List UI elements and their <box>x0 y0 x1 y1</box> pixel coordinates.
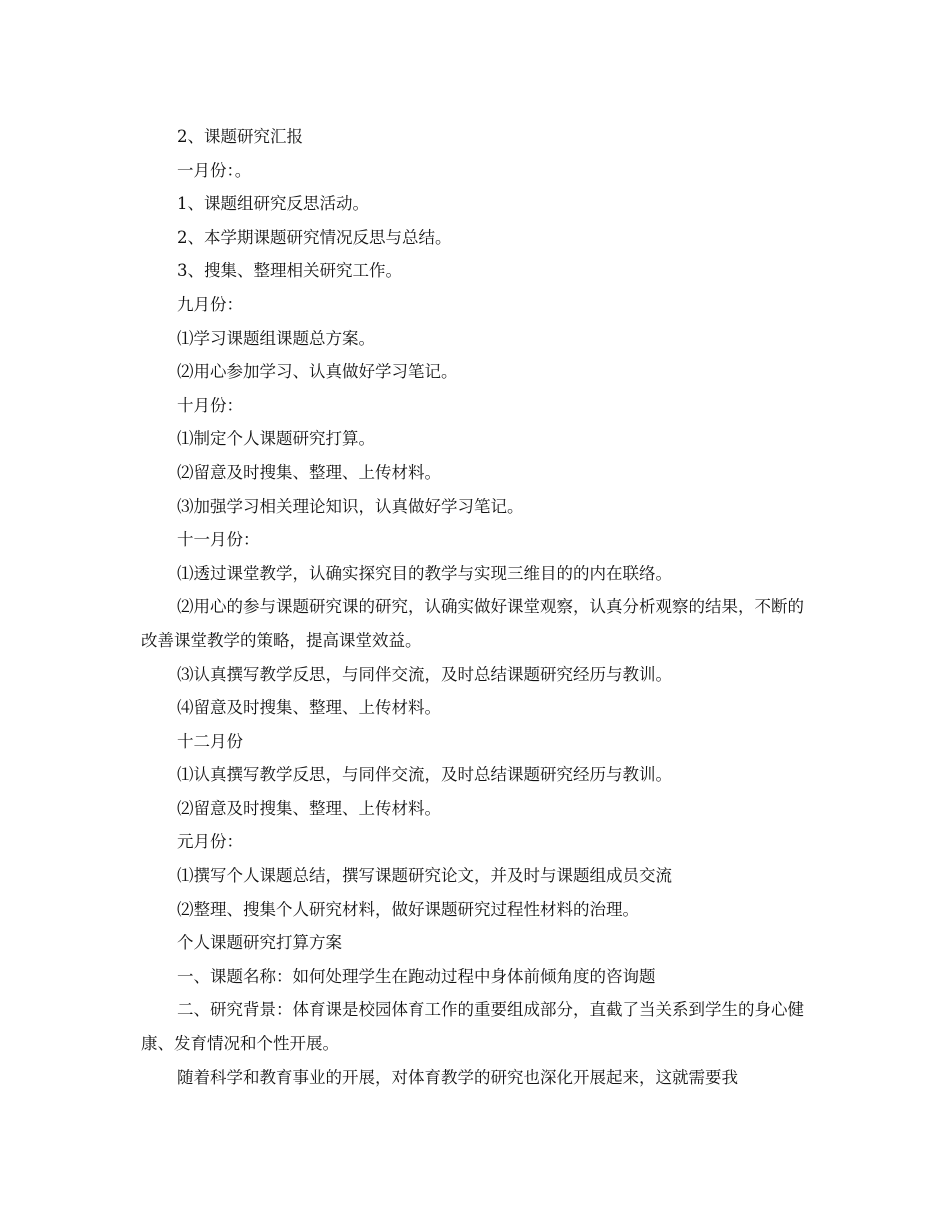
paragraph: 一、课题名称：如何处理学生在跑动过程中身体前倾角度的咨询题 <box>177 966 656 986</box>
paragraph: ⑴学习课题组课题总方案。 <box>177 328 375 348</box>
paragraph: 九月份： <box>177 294 243 314</box>
paragraph: ⑶认真撰写教学反思，与同伴交流，及时总结课题研究经历与教训。 <box>177 664 672 684</box>
document-body <box>141 120 813 1094</box>
paragraph: 十一月份： <box>177 530 260 550</box>
paragraph: 2、本学期课题研究情况反思与总结。 <box>177 227 452 247</box>
paragraph: ⑴制定个人课题研究打算。 <box>177 429 375 449</box>
paragraph: ⑷留意及时搜集、整理、上传材料。 <box>177 698 441 718</box>
paragraph: 二、研究背景：体育课是校园体育工作的重要组成部分，直截了当关系到学生的身心健康、发育情况和个性开展。 <box>141 1000 804 1054</box>
paragraph: ⑴撰写个人课题总结，撰写课题研究论文，并及时与课题组成员交流 <box>177 866 672 886</box>
paragraph: 一月份：。 <box>177 160 252 180</box>
paragraph: 个人课题研究打算方案 <box>177 933 342 953</box>
paragraph: ⑵整理、搜集个人研究材料，做好课题研究过程性材料的治理。 <box>177 899 639 919</box>
paragraph: ⑵留意及时搜集、整理、上传材料。 <box>177 462 441 482</box>
paragraph: 十二月份 <box>177 731 243 751</box>
paragraph: 十月份： <box>177 395 243 415</box>
paragraph: ⑴认真撰写教学反思，与同伴交流，及时总结课题研究经历与教训。 <box>177 765 672 785</box>
paragraph: 随着科学和教育事业的开展，对体育教学的研究也深化开展起来，这就需要我 <box>177 1067 738 1087</box>
paragraph: ⑴透过课堂教学，认确实探究目的教学与实现三维目的的内在联络。 <box>177 563 672 583</box>
paragraph: ⑶加强学习相关理论知识，认真做好学习笔记。 <box>177 496 524 516</box>
paragraph: 3、搜集、整理相关研究工作。 <box>177 261 402 281</box>
paragraph: ⑵用心的参与课题研究课的研究，认确实做好课堂观察，认真分析观察的结果，不断的改善课堂教学的策略，提高课堂效益。 <box>141 597 804 650</box>
paragraph: 元月份： <box>177 832 243 852</box>
paragraph: ⑵用心参加学习、认真做好学习笔记。 <box>177 362 458 382</box>
paragraph: ⑵留意及时搜集、整理、上传材料。 <box>177 798 441 818</box>
paragraph: 1、课题组研究反思活动。 <box>177 194 369 214</box>
paragraph: 2、课题研究汇报 <box>177 127 303 146</box>
